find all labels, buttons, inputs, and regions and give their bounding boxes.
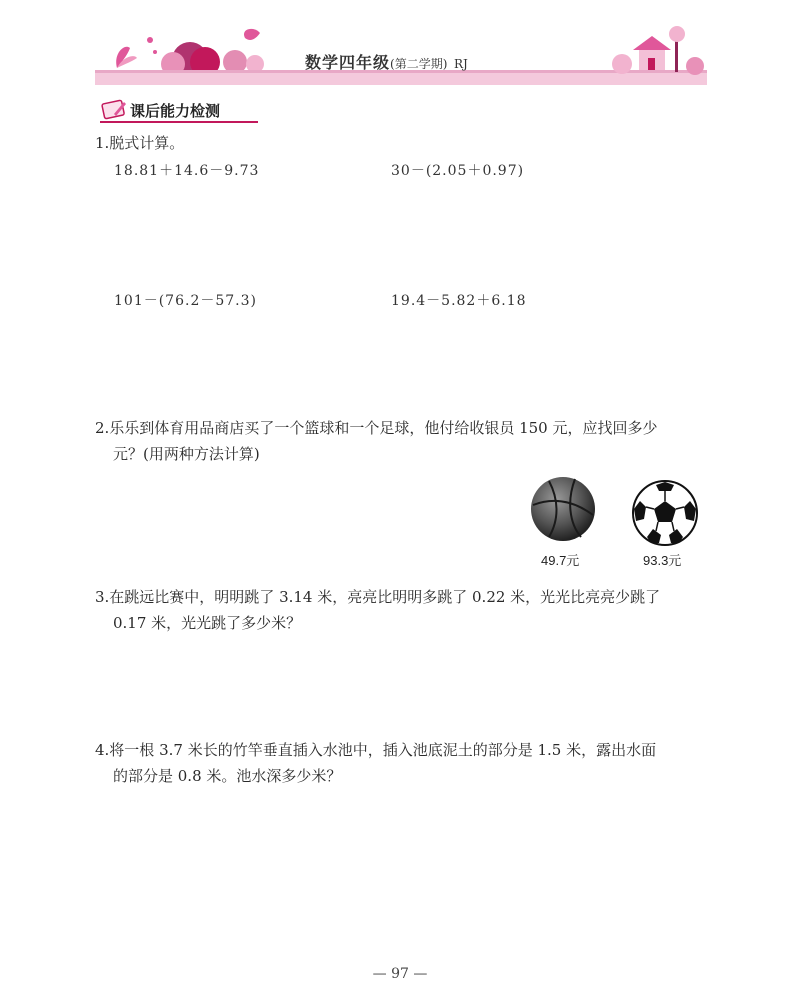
header-title-term: (第二学期) [390, 57, 448, 71]
soccer-ball-icon [631, 479, 699, 547]
section-title: 课后能力检测 [130, 102, 221, 120]
basketball-price: 49.7元 [541, 553, 580, 568]
header-decoration-right [597, 18, 707, 80]
leaf-decoration [244, 29, 260, 40]
expression-2: 30－(2.05＋0.97) [391, 163, 525, 179]
pencil-card-icon [100, 98, 128, 120]
question-2-line-2: 元？(用两种方法计算) [113, 445, 260, 463]
page-header [95, 18, 707, 90]
tree-top [669, 26, 685, 42]
expression-1: 18.81＋14.6－9.73 [114, 163, 260, 179]
question-3-line-1: 3.在跳远比赛中，明明跳了 3.14 米，亮亮比明明多跳了 0.22 米，光光比亮亮少跳了 [95, 588, 661, 606]
question-4-line-1: 4.将一根 3.7 米长的竹竿垂直插入水池中，插入池底泥土的部分是 1.5 米，露出水面 [95, 741, 657, 759]
question-2-line-1: 2.乐乐到体育用品商店买了一个篮球和一个足球，他付给收银员 150 元，应找回多少 [95, 419, 658, 437]
header-decoration-left [95, 18, 265, 78]
section-underline [100, 121, 258, 123]
expression-4: 19.4－5.82＋6.18 [391, 293, 527, 309]
basketball-icon [529, 475, 597, 543]
page-number: — 97 — [372, 966, 428, 982]
dot-2 [153, 50, 157, 54]
soccer-ball-price: 93.3元 [643, 553, 682, 568]
header-title-edition: RJ [453, 57, 468, 71]
question-3-line-2: 0.17 米，光光跳了多少米？ [113, 614, 302, 632]
house-roof [633, 36, 671, 50]
question-1-label: 1.脱式计算。 [95, 134, 185, 152]
bush-right-2 [686, 57, 704, 75]
tree-trunk [675, 38, 678, 72]
header-title [305, 50, 468, 73]
dot-1 [147, 37, 153, 43]
header-title-main: 数学四年级 [305, 53, 391, 72]
expression-3: 101－(76.2－57.3) [114, 293, 257, 309]
house-door [648, 58, 655, 70]
bush-right [612, 54, 632, 74]
question-4-line-2: 的部分是 0.8 米。池水深多少米？ [113, 767, 342, 785]
